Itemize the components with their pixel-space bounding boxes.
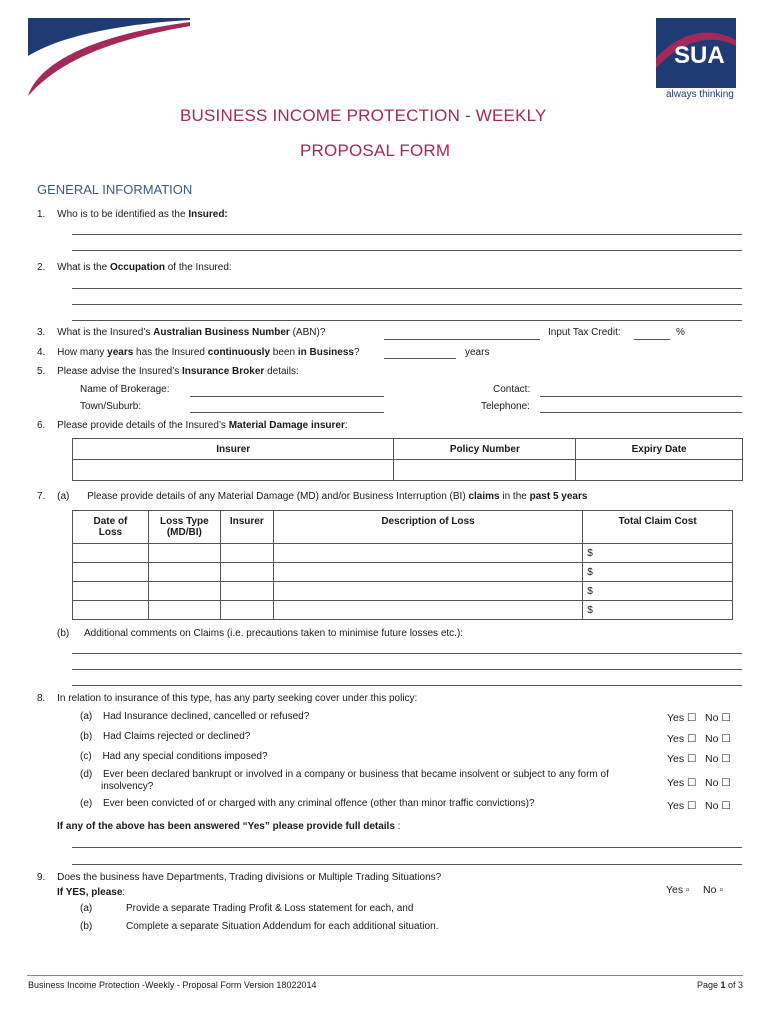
question-1 (37, 209, 228, 220)
q8-item-c (80, 751, 268, 762)
claims-header-cost: Total Claim Cost (583, 511, 733, 544)
q8a-text: Had Insurance declined, cancelled or refused? (103, 711, 310, 722)
q8-followup-post: : (394, 821, 401, 832)
claim-insurer-cell[interactable] (220, 582, 273, 601)
section-heading-general: GENERAL INFORMATION (37, 182, 193, 197)
contact-field[interactable] (540, 396, 742, 397)
q9-if-yes-bold: If YES, please (57, 887, 123, 898)
claims-header-date-line2: Loss (98, 527, 123, 538)
q9-if-yes (57, 887, 125, 898)
claim-type-cell[interactable] (148, 563, 220, 582)
q4-text: How many (57, 347, 108, 358)
q2-number: 2. (37, 262, 46, 273)
claims-row (73, 563, 733, 582)
q8c-text: Had any special conditions imposed? (102, 751, 268, 762)
question-5 (37, 366, 299, 377)
town-suburb-field[interactable] (190, 412, 384, 413)
q8-text: In relation to insurance of this type, has any party seeking cover under this policy: (57, 693, 418, 704)
q7a-bold-claims: claims (468, 491, 500, 502)
question-2 (37, 262, 232, 273)
claims-row (73, 544, 733, 563)
q9-number: 9. (37, 872, 46, 883)
q7-number: 7. (37, 491, 46, 502)
q7b-answer-line-1[interactable] (72, 653, 742, 654)
q5-number: 5. (37, 366, 46, 377)
q8a-label: (a) (80, 711, 93, 722)
q9-if-yes-post: : (122, 887, 126, 898)
claim-insurer-cell[interactable] (220, 544, 273, 563)
q9b-label: (b) (80, 921, 93, 932)
q2-text-post: of the Insured: (164, 262, 232, 273)
q8-item-a (80, 711, 309, 722)
years-unit: years (465, 347, 490, 358)
q9-yes-checkbox[interactable]: Yes ▫ (666, 884, 690, 896)
claims-header-insurer: Insurer (220, 511, 273, 544)
header-swoosh (0, 0, 200, 100)
q4-bold-in-business: in Business (297, 347, 354, 358)
q8e-yes-checkbox[interactable]: Yes ☐ (667, 800, 697, 812)
footer-page-pre: Page (697, 980, 721, 990)
q2-answer-line-2[interactable] (72, 304, 742, 305)
q5-bold: Insurance Broker (182, 366, 265, 377)
claims-header-row (73, 511, 733, 544)
q8-item-d (80, 769, 609, 780)
q8-item-b (80, 731, 250, 742)
footer-version: Business Income Protection -Weekly - Proposal Form Version 18022014 (28, 980, 317, 990)
claims-header-type-line1: Loss Type (159, 516, 209, 527)
claims-header-date (73, 511, 149, 544)
claim-cost-cell[interactable] (583, 544, 733, 563)
q8-followup (57, 821, 400, 832)
q8b-text: Had Claims rejected or declined? (103, 731, 251, 742)
footer-page-post: of 3 (725, 980, 744, 990)
md-policy-number-cell[interactable] (394, 460, 576, 481)
q5-text-post: details: (264, 366, 299, 377)
q7b-answer-line-3[interactable] (72, 685, 742, 686)
question-4 (37, 347, 360, 358)
q9-item-a (80, 903, 414, 914)
q8-followup-bold: If any of the above has been answered “Yes” please provide full details (57, 821, 395, 832)
q7b-text: Additional comments on Claims (i.e. precautions taken to minimise future losses etc.): (84, 628, 464, 639)
md-header-insurer: Insurer (73, 439, 394, 460)
q8d-text: Ever been declared bankrupt or involved in a company or business that became insolvent or subject to any form of (103, 769, 609, 780)
abn-field[interactable] (384, 339, 540, 340)
footer-page-number (697, 980, 743, 990)
claims-row (73, 582, 733, 601)
claim-cost-cell[interactable] (583, 563, 733, 582)
question-9 (37, 872, 441, 883)
q8d-yes-checkbox[interactable]: Yes ☐ (667, 777, 697, 789)
q9-no-checkbox[interactable]: No ▫ (703, 884, 724, 896)
brokerage-field[interactable] (190, 396, 384, 397)
q8-item-e (80, 798, 535, 809)
claim-description-cell[interactable] (273, 601, 582, 620)
logo-tagline: always thinking (666, 89, 734, 100)
claims-table (72, 510, 733, 620)
currency-symbol: $ (587, 604, 593, 616)
q8c-label: (c) (80, 751, 92, 762)
claim-cost-cell[interactable] (583, 601, 733, 620)
q8e-no-checkbox[interactable]: No ☐ (705, 800, 731, 812)
years-in-business-field[interactable] (384, 358, 456, 359)
q7a-label: (a) (57, 491, 70, 502)
logo-brand: SUA (674, 42, 725, 69)
q1-text: Who is to be identified as the (57, 209, 189, 220)
q1-number: 1. (37, 209, 46, 220)
q7a-text: Please provide details of any Material Damage (MD) and/or Business Interruption (BI) (87, 491, 469, 502)
q6-text: Please provide details of the Insured’s (57, 420, 229, 431)
currency-symbol: $ (587, 585, 593, 597)
claims-header-type-line2: (MD/BI) (166, 527, 202, 538)
claim-description-cell[interactable] (273, 563, 582, 582)
q8b-yes-checkbox[interactable]: Yes ☐ (667, 733, 697, 745)
md-insurer-header-row (73, 439, 743, 460)
q7b-answer-line-2[interactable] (72, 669, 742, 670)
md-insurer-table (72, 438, 743, 481)
q3-bold: Australian Business Number (153, 327, 290, 338)
claim-date-cell[interactable] (73, 582, 149, 601)
q8e-label: (e) (80, 798, 93, 809)
q8e-text: Ever been convicted of or charged with any criminal offence (other than minor traffic convictions)? (103, 798, 535, 809)
md-header-expiry-date: Expiry Date (576, 439, 743, 460)
claim-cost-cell[interactable] (583, 582, 733, 601)
q9a-label: (a) (80, 903, 93, 914)
input-tax-credit-field[interactable] (634, 339, 670, 340)
town-suburb-label: Town/Suburb: (80, 401, 142, 412)
q9a-text: Provide a separate Trading Profit & Loss statement for each, and (126, 903, 414, 914)
q2-text: What is the (57, 262, 110, 273)
md-insurer-cell[interactable] (73, 460, 394, 481)
q7a-bold-period: past 5 years (529, 491, 588, 502)
q1-answer-line-2[interactable] (72, 250, 742, 251)
claims-header-date-line1: Date of (93, 516, 128, 527)
swoosh-navy (28, 18, 190, 56)
q9-text: Does the business have Departments, Trading divisions or Multiple Trading Situations? (57, 872, 442, 883)
q6-number: 6. (37, 420, 46, 431)
claim-description-cell[interactable] (273, 582, 582, 601)
q8-number: 8. (37, 693, 46, 704)
telephone-label: Telephone: (481, 401, 530, 412)
q8c-yes-checkbox[interactable]: Yes ☐ (667, 753, 697, 765)
claim-type-cell[interactable] (148, 544, 220, 563)
question-8 (37, 693, 417, 704)
q8b-no-checkbox[interactable]: No ☐ (705, 733, 731, 745)
q8-details-line-1[interactable] (72, 847, 742, 848)
md-expiry-date-cell[interactable] (576, 460, 743, 481)
percent-sign: % (676, 327, 685, 338)
footer-page-current: 1 (720, 980, 726, 990)
q6-bold: Material Damage insurer (228, 420, 345, 431)
telephone-field[interactable] (540, 412, 742, 413)
q4-bold-years: years (107, 347, 134, 358)
form-subtitle: PROPOSAL FORM (300, 141, 451, 160)
q8d-text-line2: insolvency? (101, 781, 154, 792)
form-title: BUSINESS INCOME PROTECTION - WEEKLY (180, 106, 547, 125)
q4-bold-continuously: continuously (207, 347, 271, 358)
q9-item-b (80, 921, 439, 932)
sua-logo (654, 18, 738, 90)
md-header-policy-number: Policy Number (394, 439, 576, 460)
q8d-label: (d) (80, 769, 93, 780)
q6-text-post: : (344, 420, 348, 431)
q3-text-post: (ABN)? (289, 327, 326, 338)
q4-number: 4. (37, 347, 46, 358)
claim-date-cell[interactable] (73, 563, 149, 582)
q2-bold: Occupation (109, 262, 165, 273)
q8-details-line-2[interactable] (72, 864, 742, 865)
claims-header-description: Description of Loss (273, 511, 582, 544)
q2-answer-line-1[interactable] (72, 288, 742, 289)
q3-text: What is the Insured’s (57, 327, 154, 338)
md-insurer-row (73, 460, 743, 481)
claim-type-cell[interactable] (148, 601, 220, 620)
q8b-label: (b) (80, 731, 93, 742)
brokerage-label: Name of Brokerage: (80, 384, 170, 395)
q7b-label: (b) (57, 628, 70, 639)
input-tax-credit-label: Input Tax Credit: (548, 327, 621, 338)
question-3 (37, 327, 325, 338)
q8a-no-checkbox[interactable]: No ☐ (705, 712, 731, 724)
q1-bold: Insured: (188, 209, 228, 220)
claim-date-cell[interactable] (73, 544, 149, 563)
currency-symbol: $ (587, 566, 593, 578)
q9b-text: Complete a separate Situation Addendum for each additional situation. (126, 921, 439, 932)
claims-header-type (148, 511, 220, 544)
q4-text-mid2: been (270, 347, 298, 358)
claim-insurer-cell[interactable] (220, 563, 273, 582)
currency-symbol: $ (587, 547, 593, 559)
question-7b (57, 628, 463, 639)
claim-description-cell[interactable] (273, 544, 582, 563)
q4-text-post: ? (353, 347, 360, 358)
q1-answer-line-1[interactable] (72, 234, 742, 235)
q7a-text-mid: in the (499, 491, 530, 502)
claims-row (73, 601, 733, 620)
q8a-yes-checkbox[interactable]: Yes ☐ (667, 712, 697, 724)
q4-text-mid1: has the Insured (133, 347, 208, 358)
q8c-no-checkbox[interactable]: No ☐ (705, 753, 731, 765)
q5-text: Please advise the Insured’s (57, 366, 183, 377)
q8d-no-checkbox[interactable]: No ☐ (705, 777, 731, 789)
q3-number: 3. (37, 327, 46, 338)
claim-date-cell[interactable] (73, 601, 149, 620)
claim-insurer-cell[interactable] (220, 601, 273, 620)
q2-answer-line-3[interactable] (72, 320, 742, 321)
question-6 (37, 420, 348, 431)
claim-type-cell[interactable] (148, 582, 220, 601)
question-7a (37, 491, 587, 502)
contact-label: Contact: (493, 384, 531, 395)
footer-divider (27, 975, 743, 976)
